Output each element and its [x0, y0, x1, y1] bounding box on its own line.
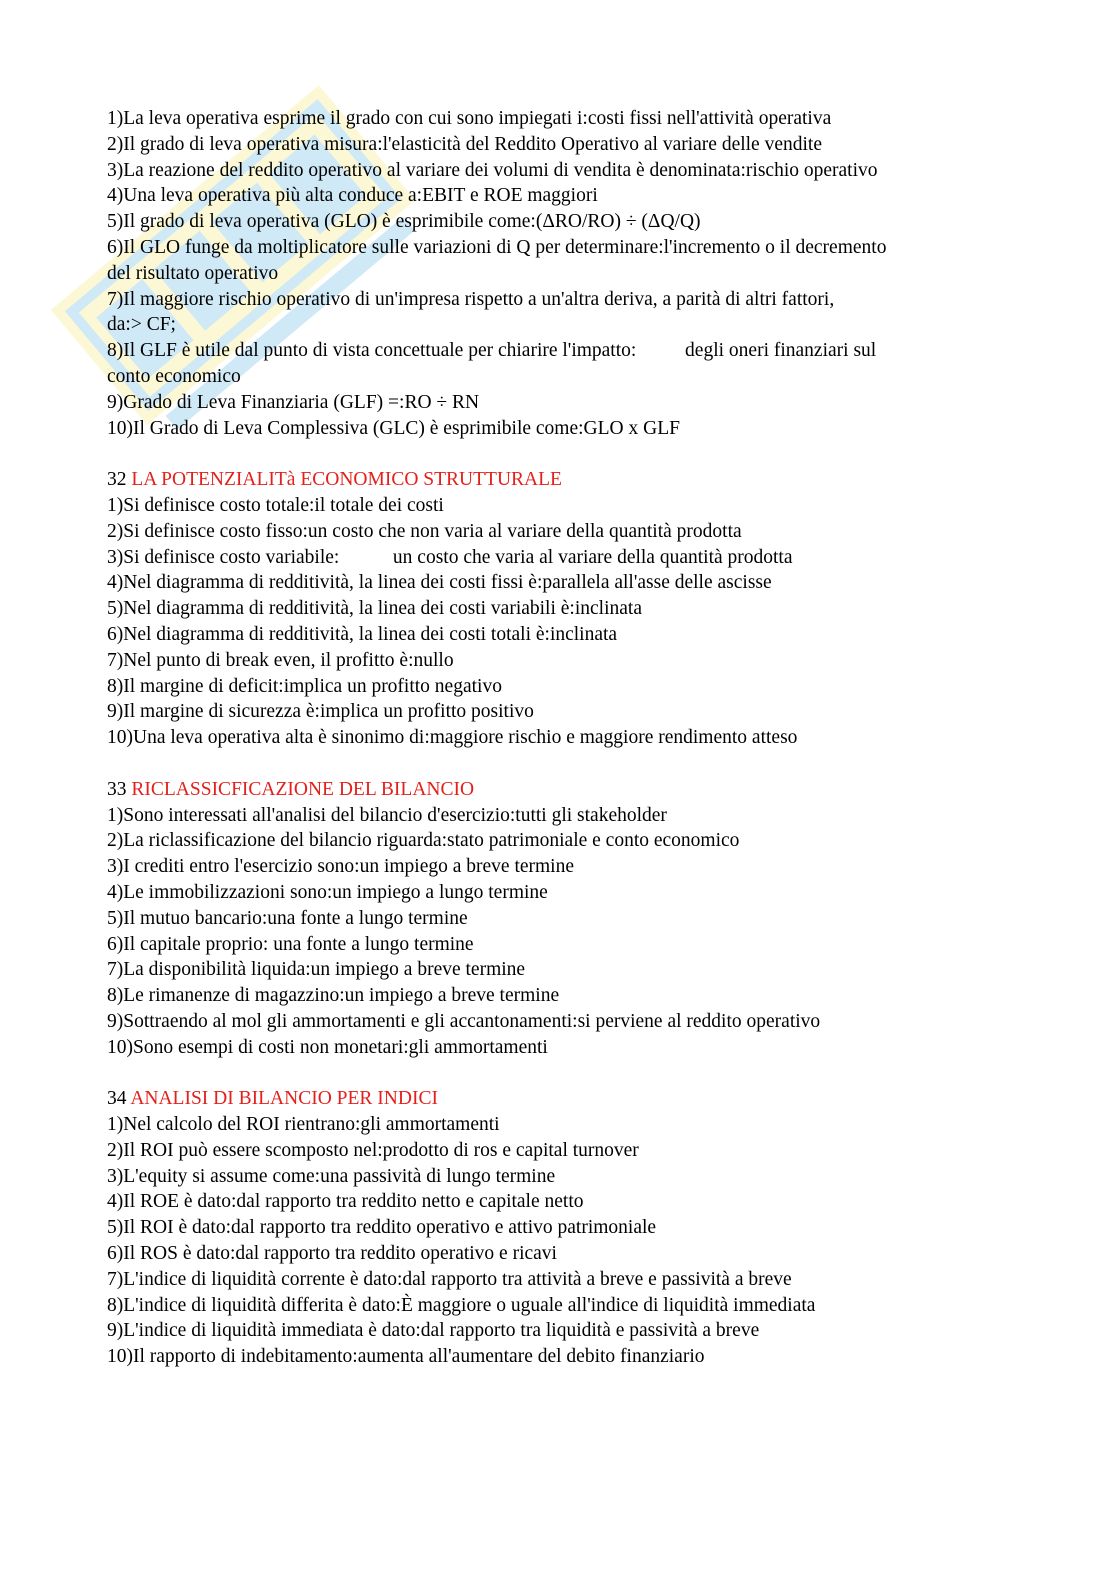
quiz-line: 6)Il ROS è dato:dal rapporto tra reddito operativo e ricavi: [107, 1243, 557, 1265]
quiz-line: 9)Sottraendo al mol gli ammortamenti e gli accantonamenti:si perviene al reddito operativo: [107, 1010, 821, 1032]
section-number: 32: [107, 469, 132, 491]
quiz-line: 10)Il rapporto di indebitamento:aumenta all'aumentare del debito finanziario: [107, 1346, 705, 1368]
quiz-line: da:> CF;: [107, 314, 176, 336]
quiz-line: del risultato operativo: [107, 262, 279, 284]
quiz-line: 4)Nel diagramma di redditività, la linea dei costi fissi è:parallela all'asse delle ascisse: [107, 572, 772, 594]
quiz-line: conto economico: [107, 365, 241, 387]
quiz-line: 1)Si definisce costo totale:il totale dei costi: [107, 494, 444, 516]
quiz-line: 8)Il margine di deficit:implica un profitto negativo: [107, 675, 502, 697]
quiz-line: 1)La leva operativa esprime il grado con cui sono impiegati i:costi fissi nell'attività operativa: [107, 108, 832, 129]
section-number: 34: [107, 1088, 131, 1110]
quiz-line: 9)Il margine di sicurezza è:implica un profitto positivo: [107, 701, 534, 723]
section-heading: [107, 467, 1007, 493]
section-heading: [107, 777, 1007, 803]
quiz-line: 10)Una leva operativa alta è sinonimo di:maggiore rischio e maggiore rendimento atteso: [107, 727, 798, 749]
quiz-line: 10)Sono esempi di costi non monetari:gli ammortamenti: [107, 1036, 548, 1058]
quiz-line: 6)Il GLO funge da moltiplicatore sulle variazioni di Q per determinare:l'incremento o il decremento: [107, 236, 887, 258]
section-gap: [107, 751, 1007, 777]
sections-block: [107, 441, 1007, 1370]
quiz-line: 1)Sono interessati all'analisi del bilancio d'esercizio:tutti gli stakeholder: [107, 804, 667, 826]
quiz-line: 3)Si definisce costo variabile: un costo che varia al variare della quantità prodotta: [107, 546, 793, 568]
quiz-line: 9)L'indice di liquidità immediata è dato:dal rapporto tra liquidità e passività a breve: [107, 1320, 760, 1342]
section-title: RICLASSICFICAZIONE DEL BILANCIO: [131, 778, 475, 800]
quiz-line: 8)Il GLF è utile dal punto di vista concettuale per chiarire l'impatto: degli oneri finanziari sul: [107, 340, 877, 362]
quiz-line: 2)Il ROI può essere scomposto nel:prodotto di ros e capital turnover: [107, 1139, 639, 1161]
quiz-line: 9)Grado di Leva Finanziaria (GLF) =:RO ÷ RN: [107, 391, 480, 413]
quiz-line: 7)Il maggiore rischio operativo di un'impresa rispetto a un'altra deriva, a parità di altri fattori,: [107, 288, 835, 310]
quiz-line: 4)Una leva operativa più alta conduce a:EBIT e ROE maggiori: [107, 185, 598, 207]
section-heading: [107, 1086, 1007, 1112]
quiz-line: 6)Il capitale proprio: una fonte a lungo termine: [107, 933, 474, 955]
section-gap: [107, 441, 1007, 467]
quiz-line: 2)La riclassificazione del bilancio riguarda:stato patrimoniale e conto economico: [107, 830, 740, 852]
quiz-line: 5)Il grado di leva operativa (GLO) è esprimibile come:(ΔRO/RO) ÷ (ΔQ/Q): [107, 211, 701, 233]
document-body: [107, 106, 1007, 1370]
quiz-line: 7)Nel punto di break even, il profitto è:nullo: [107, 649, 454, 671]
quiz-line: 6)Nel diagramma di redditività, la linea dei costi totali è:inclinata: [107, 623, 618, 645]
quiz-line: 7)L'indice di liquidità corrente è dato:dal rapporto tra attività a breve e passività a breve: [107, 1268, 792, 1290]
quiz-line: 3)L'equity si assume come:una passività di lungo termine: [107, 1165, 556, 1187]
quiz-line: 3)I crediti entro l'esercizio sono:un impiego a breve termine: [107, 856, 575, 878]
quiz-line: 5)Nel diagramma di redditività, la linea dei costi variabili è:inclinata: [107, 598, 642, 620]
quiz-line: 2)Il grado di leva operativa misura:l'elasticità del Reddito Operativo al variare delle vendite: [107, 133, 822, 155]
quiz-line: 4)Il ROE è dato:dal rapporto tra reddito netto e capitale netto: [107, 1191, 584, 1213]
section-title: LA POTENZIALITà ECONOMICO STRUTTURALE: [131, 469, 562, 491]
section-title: ANALISI DI BILANCIO PER INDICI: [130, 1088, 438, 1110]
quiz-line: 2)Si definisce costo fisso:un costo che non varia al variare della quantità prodotta: [107, 520, 742, 542]
quiz-line: 5)Il mutuo bancario:una fonte a lungo termine: [107, 907, 468, 929]
quiz-line: 7)La disponibilità liquida:un impiego a breve termine: [107, 959, 526, 981]
section-gap: [107, 1060, 1007, 1086]
quiz-line: 5)Il ROI è dato:dal rapporto tra reddito operativo e attivo patrimoniale: [107, 1217, 657, 1239]
section-number: 33: [107, 778, 132, 800]
intro-block: [107, 106, 1007, 441]
quiz-line: 4)Le immobilizzazioni sono:un impiego a lungo termine: [107, 881, 548, 903]
quiz-line: 8)L'indice di liquidità differita è dato:È maggiore o uguale all'indice di liquidità immediata: [107, 1294, 816, 1316]
quiz-line: 3)La reazione del reddito operativo al variare dei volumi di vendita è denominata:rischio operativo: [107, 159, 878, 181]
quiz-line: 1)Nel calcolo del ROI rientrano:gli ammortamenti: [107, 1114, 500, 1136]
quiz-line: 8)Le rimanenze di magazzino:un impiego a breve termine: [107, 985, 560, 1007]
quiz-line: 10)Il Grado di Leva Complessiva (GLC) è esprimibile come:GLO x GLF: [107, 417, 680, 439]
